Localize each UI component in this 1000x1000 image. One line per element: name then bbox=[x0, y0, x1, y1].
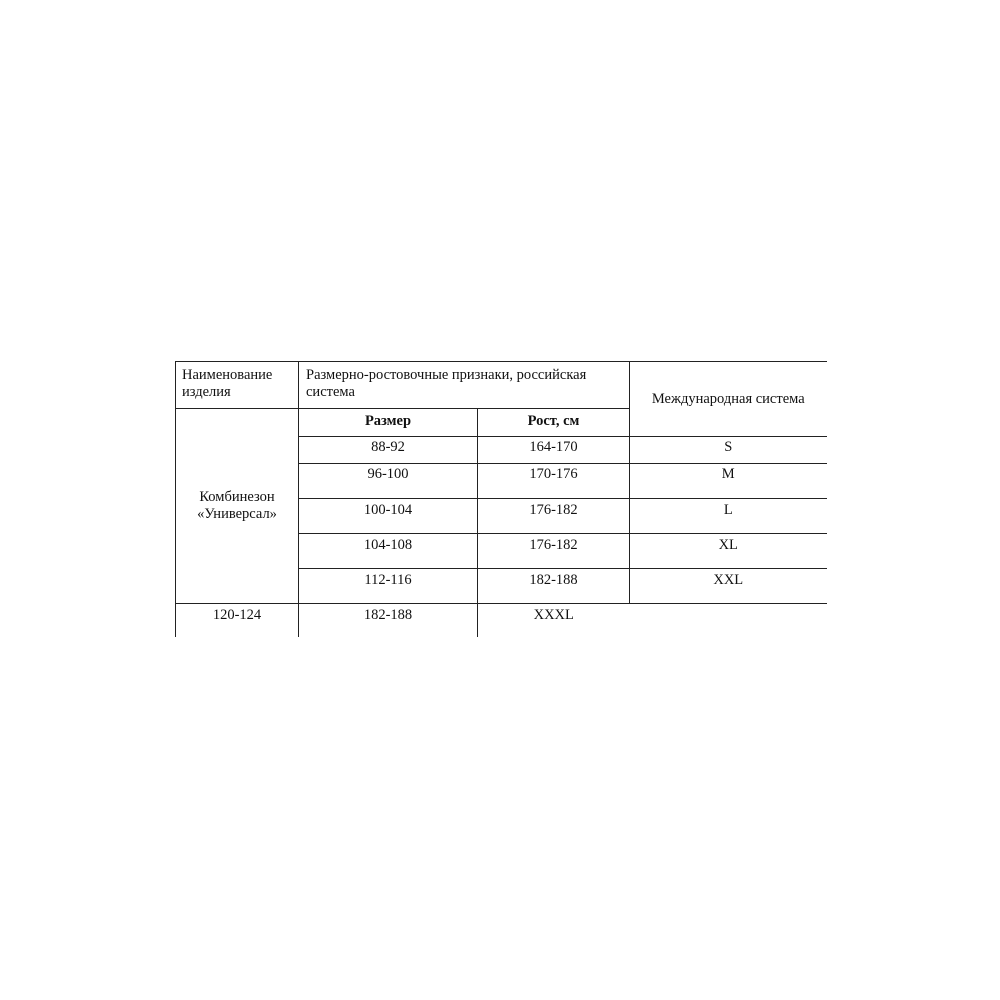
height-cell: 176-182 bbox=[478, 499, 630, 534]
table-header-row bbox=[176, 362, 827, 409]
header-product-name: Наименование изделия bbox=[176, 362, 299, 409]
subheader-height: Рост, см bbox=[478, 409, 630, 437]
intl-size-cell: M bbox=[630, 464, 827, 499]
size-cell: 112-116 bbox=[299, 569, 478, 604]
intl-size-cell: XXL bbox=[630, 569, 827, 604]
height-cell: 164-170 bbox=[478, 437, 630, 464]
header-russian-system: Размерно-ростовочные признаки, российская система bbox=[299, 362, 630, 409]
intl-size-cell: S bbox=[630, 437, 827, 464]
size-chart-table bbox=[175, 361, 827, 637]
size-cell: 104-108 bbox=[299, 534, 478, 569]
header-international-system: Международная система bbox=[630, 362, 827, 437]
size-cell: 96-100 bbox=[299, 464, 478, 499]
subheader-size: Размер bbox=[299, 409, 478, 437]
height-cell: 182-188 bbox=[478, 569, 630, 604]
height-cell: 176-182 bbox=[478, 534, 630, 569]
height-cell: 170-176 bbox=[478, 464, 630, 499]
product-name-cell: Комбинезон «Универсал» bbox=[176, 409, 299, 604]
intl-size-cell: L bbox=[630, 499, 827, 534]
intl-size-cell: XL bbox=[630, 534, 827, 569]
intl-size-cell: XXXL bbox=[478, 604, 630, 637]
table-row bbox=[176, 604, 827, 637]
height-cell: 182-188 bbox=[299, 604, 478, 637]
size-cell: 88-92 bbox=[299, 437, 478, 464]
size-cell: 120-124 bbox=[176, 604, 299, 637]
size-cell: 100-104 bbox=[299, 499, 478, 534]
